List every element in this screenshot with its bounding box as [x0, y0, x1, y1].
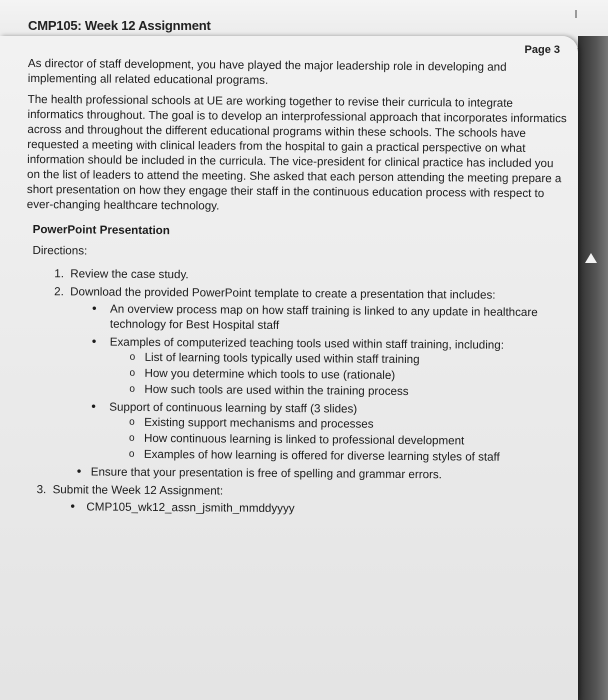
bullet-item [69, 334, 565, 400]
step-item [30, 482, 564, 518]
sub-bullet-text: Examples of how learning is offered for diverse learning styles of staff [143, 447, 500, 464]
sub-bullet-item [109, 382, 565, 401]
intro-paragraph: As director of staff development, you have played the major leadership role in developing and implementing all related educational programs. [27, 56, 507, 87]
step-number: 3. [36, 483, 47, 497]
corner-mark [575, 10, 577, 18]
bullet-icon: • [91, 398, 96, 414]
mouse-cursor-icon [585, 253, 597, 263]
document-title: CMP105: Week 12 Assignment [28, 18, 211, 33]
bullet-item [69, 464, 565, 483]
bullet-text: Ensure that your presentation is free of spelling and grammar errors. [90, 465, 442, 482]
step-text: Download the provided PowerPoint template to create a presentation that includes: [70, 285, 496, 302]
step-text: Review the case study. [70, 267, 189, 282]
sub-bullet-icon: o [129, 351, 136, 363]
step-item [32, 266, 566, 285]
page-content [24, 56, 568, 521]
background-shadow [578, 36, 608, 700]
bullet-item [69, 399, 565, 465]
bullet-icon: • [76, 463, 82, 479]
sub-bullet-icon: o [129, 367, 136, 379]
bullet-text: Examples of computerized teaching tools used within staff training, including: [109, 335, 504, 352]
sub-bullet-text: How you determine which tools to use (rationale) [144, 366, 396, 382]
steps-list [30, 266, 566, 518]
document-page [0, 36, 578, 700]
bullet-icon: • [91, 333, 97, 349]
bullet-icon: • [91, 300, 97, 316]
directions-label: Directions: [32, 244, 88, 258]
case-paragraph: The health professional schools at UE are working together to revise their curricula to integrate informatics throughout. The goal is to develop an interprofessional approach that incorporates informatics across and throughout the different educational programs within these schools. The schools have requested a meeting with clinical leaders from the hospital to gain a practical perspective on what information should be included in the curricula. The vice-president for clinical practice has included you on the list of leaders to attend the meeting. She asked that each person attending the meeting prepare a short presentation on how they engage their staff in the continuous education process with respect to ever-changing healthcare technology. [26, 92, 567, 213]
sub-bullet-text: List of learning tools typically used within staff training [144, 350, 420, 367]
step-text: Submit the Week 12 Assignment: [52, 483, 224, 498]
sub-bullet-icon: o [128, 448, 135, 460]
sub-bullet-icon: o [129, 416, 135, 428]
sub-bullet-item [109, 447, 565, 466]
sub-bullet-text: Existing support mechanisms and processes [144, 415, 374, 431]
sub-bullet-text: How continuous learning is linked to professional development [143, 431, 465, 448]
bullet-text: An overview process map on how staff training is linked to any update in healthcare technology for Best Hospital staff [109, 302, 538, 332]
step-number: 1. [54, 267, 65, 281]
sub-bullet-icon: o [128, 432, 135, 444]
section-heading: PowerPoint Presentation [32, 223, 170, 238]
bullet-text: CMP105_wk12_assn_jsmith_mmddyyyy [86, 500, 295, 516]
sub-bullet-list [109, 415, 565, 466]
bullet-text: Support of continuous learning by staff (3 slides) [109, 400, 358, 416]
bullet-list [69, 301, 566, 483]
step-item [31, 284, 567, 483]
sub-bullet-text: How such tools are used within the training process [144, 382, 409, 398]
sub-bullet-list [109, 350, 565, 401]
sub-bullet-icon: o [129, 383, 135, 395]
bullet-item [70, 301, 566, 335]
step-number: 2. [54, 285, 64, 299]
bullet-list [52, 499, 564, 518]
page-number: Page 3 [524, 44, 560, 56]
bullet-icon: • [70, 498, 76, 514]
bullet-item [52, 499, 564, 518]
